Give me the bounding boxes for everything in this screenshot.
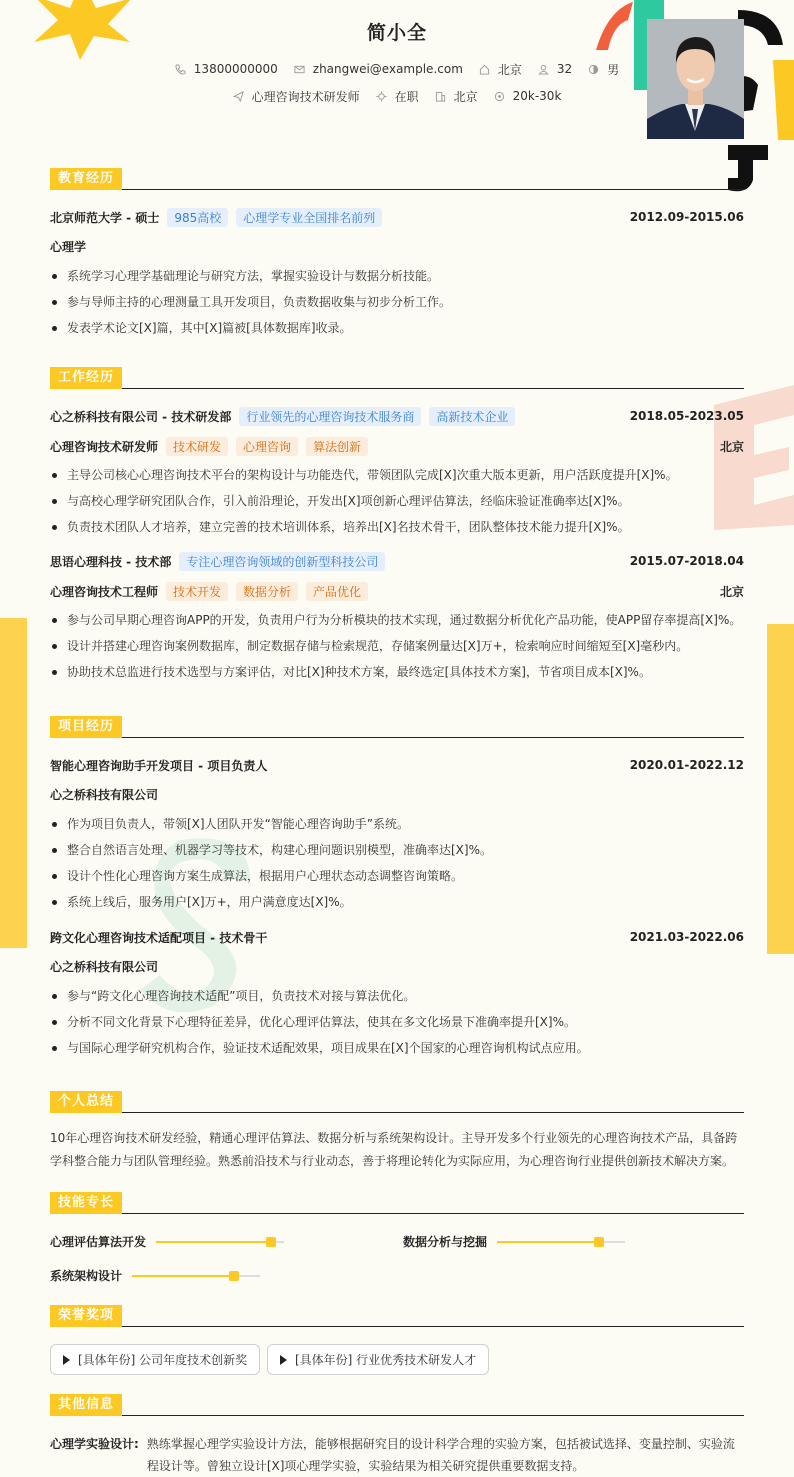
section-title: 教育经历 xyxy=(50,168,122,190)
education-major: 心理学 xyxy=(50,240,87,254)
target-city-item xyxy=(435,88,478,105)
play-triangle-icon xyxy=(63,1355,70,1365)
work-role-row xyxy=(50,581,744,601)
role-tag: 算法创新 xyxy=(306,437,368,456)
project-row xyxy=(50,927,744,947)
education-tag: 985高校 xyxy=(167,208,228,227)
list-item: 协助技术总监进行技术选型与方案评估，对比[X]种技术方案，最终选定[具体技术方案]，节省项目成本[X]%。 xyxy=(50,659,744,685)
list-item: 作为项目负责人，带领[X]人团队开发“智能心理咨询助手”系统。 xyxy=(50,811,744,837)
work-section xyxy=(50,367,744,685)
role-tag: 数据分析 xyxy=(236,582,298,601)
work-bullets xyxy=(50,462,744,540)
skill-item xyxy=(403,1233,625,1250)
list-item: 主导公司核心心理咨询技术平台的架构设计与功能迭代，带领团队完成[X]次重大版本更新，用户活跃度提升[X]%。 xyxy=(50,462,744,488)
company-tag: 行业领先的心理咨询技术服务商 xyxy=(239,407,421,426)
project-org: 心之桥科技有限公司 xyxy=(50,960,159,974)
status-item xyxy=(376,88,419,105)
job-info-row xyxy=(50,87,744,105)
company-tag: 高新技术企业 xyxy=(429,407,515,426)
school-name: 北京师范大学 - 硕士 xyxy=(50,210,160,225)
phone-item xyxy=(175,62,278,76)
role-tag: 产品优化 xyxy=(306,582,368,601)
skill-level-bar xyxy=(497,1241,625,1243)
decor-bar-left xyxy=(0,618,27,948)
work-date: 2015.07-2018.04 xyxy=(629,554,744,568)
salary-item xyxy=(494,89,562,103)
education-header xyxy=(50,168,744,190)
education-tag: 心理学专业全国排名前列 xyxy=(236,208,382,227)
age-text: 32 xyxy=(556,62,573,76)
section-title: 其他信息 xyxy=(50,1394,122,1416)
status-icon xyxy=(376,91,387,102)
education-bullets xyxy=(50,263,744,341)
list-item: 与国际心理学研究机构合作，验证技术适配效果，项目成果在[X]个国家的心理咨询机构试点应用。 xyxy=(50,1035,744,1061)
money-icon xyxy=(494,91,505,102)
contact-info-row xyxy=(50,60,744,78)
project-row xyxy=(50,755,744,775)
other-item xyxy=(50,1433,744,1477)
profile-photo xyxy=(647,19,744,139)
age-item xyxy=(538,62,572,76)
skills-header xyxy=(50,1192,744,1214)
work-city: 北京 xyxy=(719,439,744,454)
work-date: 2018.05-2023.05 xyxy=(629,409,744,423)
project-bullets xyxy=(50,983,744,1061)
project-title: 跨文化心理咨询技术适配项目 - 技术骨干 xyxy=(50,930,268,945)
role-name: 心理咨询技术研发师 xyxy=(50,439,159,454)
send-icon xyxy=(233,91,244,102)
list-item: 设计个性化心理咨询方案生成算法，根据用户心理状态动态调整咨询策略。 xyxy=(50,863,744,889)
list-item: 参与导师主持的心理测量工具开发项目，负责数据收集与初步分析工作。 xyxy=(50,289,744,315)
award-item xyxy=(267,1344,489,1375)
project-bullets xyxy=(50,811,744,915)
project-title: 智能心理咨询助手开发项目 - 项目负责人 xyxy=(50,758,268,773)
status-text: 在职 xyxy=(394,89,419,104)
summary-header xyxy=(50,1091,744,1113)
section-title: 工作经历 xyxy=(50,367,122,389)
list-item: 设计并搭建心理咨询案例数据库，制定数据存储与检索规范，存储案例量达[X]万+，检索响应时间缩短至[X]毫秒内。 xyxy=(50,633,744,659)
mail-icon xyxy=(294,64,305,75)
work-header xyxy=(50,367,744,389)
list-item: 发表学术论文[X]篇，其中[X]篇被[具体数据库]收录。 xyxy=(50,315,744,341)
other-text: 熟练掌握心理学实验设计方法，能够根据研究目的设计科学合理的实验方案，包括被试选择、变量控制、实验流程设计等。曾独立设计[X]项心理学实验，实验结果为相关研究提供重要数据支持。 xyxy=(146,1437,735,1473)
list-item: 系统学习心理学基础理论与研究方法，掌握实验设计与数据分析技能。 xyxy=(50,263,744,289)
job-title-item xyxy=(233,88,360,105)
company-tag: 专注心理咨询领域的创新型科技公司 xyxy=(179,552,385,571)
role-name: 心理咨询技术工程师 xyxy=(50,584,159,599)
gender-icon xyxy=(588,64,599,75)
email-text: zhangwei@example.com xyxy=(312,62,463,76)
skill-name: 数据分析与挖掘 xyxy=(403,1235,488,1249)
candidate-name: 简小全 xyxy=(366,22,427,44)
section-title: 个人总结 xyxy=(50,1091,122,1113)
list-item: 参与公司早期心理咨询APP的开发，负责用户行为分析模块的技术实现，通过数据分析优化产品功能，使APP留存率提高[X]%。 xyxy=(50,607,744,633)
list-item: 参与“跨文化心理咨询技术适配”项目，负责技术对接与算法优化。 xyxy=(50,983,744,1009)
home-icon xyxy=(479,64,490,75)
other-label: 心理学实验设计: xyxy=(50,1437,139,1451)
skill-item xyxy=(50,1233,284,1250)
role-tag: 技术开发 xyxy=(166,582,228,601)
company-name: 心之桥科技有限公司 - 技术研发部 xyxy=(50,409,232,424)
list-item: 整合自然语言处理、机器学习等技术，构建心理问题识别模型，准确率达[X]%。 xyxy=(50,837,744,863)
section-title: 荣誉奖项 xyxy=(50,1305,122,1327)
summary-text: 10年心理咨询技术研发经验，精通心理评估算法、数据分析与系统架构设计。主导开发多个行业领先的心理咨询技术产品，具备跨学科整合能力与团队管理经验。熟悉前沿技术与行业动态，善于将理论转化为实际应用，为心理咨询行业提供创新技术解决方案。 xyxy=(50,1131,738,1168)
work-role-row xyxy=(50,436,744,456)
section-title: 技能专长 xyxy=(50,1192,122,1214)
skill-item xyxy=(50,1267,260,1284)
city-text: 北京 xyxy=(497,62,522,77)
project-org: 心之桥科技有限公司 xyxy=(50,788,159,802)
skill-level-bar xyxy=(156,1241,284,1243)
email-item xyxy=(294,62,463,76)
gender-item xyxy=(588,61,619,78)
work-company-row xyxy=(50,406,744,426)
role-tag: 心理咨询 xyxy=(236,437,298,456)
skill-name: 系统架构设计 xyxy=(50,1269,123,1283)
list-item: 分析不同文化背景下心理特征差异，优化心理评估算法，使其在多文化场景下准确率提升[X]%。 xyxy=(50,1009,744,1035)
awards-section xyxy=(50,1305,744,1377)
summary-section xyxy=(50,1091,744,1173)
phone-text: 13800000000 xyxy=(193,62,278,76)
user-icon xyxy=(538,64,549,75)
building-icon xyxy=(435,91,446,102)
list-item: 系统上线后，服务用户[X]万+，用户满意度达[X]%。 xyxy=(50,889,744,915)
skills-section xyxy=(50,1192,744,1282)
job-title-text: 心理咨询技术研发师 xyxy=(251,89,360,104)
company-name: 思语心理科技 - 技术部 xyxy=(50,554,172,569)
award-text: [具体年份] 行业优秀技术研发人才 xyxy=(295,1353,477,1367)
other-section xyxy=(50,1394,744,1477)
play-triangle-icon xyxy=(280,1355,287,1365)
gender-text: 男 xyxy=(607,62,620,77)
role-tag: 技术研发 xyxy=(166,437,228,456)
decor-bar-right xyxy=(767,624,794,954)
skill-name: 心理评估算法开发 xyxy=(50,1235,147,1249)
project-section xyxy=(50,716,744,1061)
education-section xyxy=(50,168,744,341)
work-company-row xyxy=(50,551,744,571)
target-city-text: 北京 xyxy=(453,89,478,104)
award-item xyxy=(50,1344,260,1375)
city-item xyxy=(479,61,522,78)
project-date: 2020.01-2022.12 xyxy=(629,758,744,772)
project-header xyxy=(50,716,744,738)
project-date: 2021.03-2022.06 xyxy=(629,930,744,944)
awards-header xyxy=(50,1305,744,1327)
award-text: [具体年份] 公司年度技术创新奖 xyxy=(78,1353,248,1367)
section-title: 项目经历 xyxy=(50,716,122,738)
education-row xyxy=(50,207,744,227)
skill-level-bar xyxy=(132,1275,260,1277)
list-item: 负责技术团队人才培养，建立完善的技术培训体系，培养出[X]名技术骨干，团队整体技术能力提升[X]%。 xyxy=(50,514,744,540)
work-city: 北京 xyxy=(719,584,744,599)
list-item: 与高校心理学研究团队合作，引入前沿理论，开发出[X]项创新心理评估算法，经临床验证准确率达[X]%。 xyxy=(50,488,744,514)
education-date: 2012.09-2015.06 xyxy=(629,210,744,224)
salary-text: 20k-30k xyxy=(512,89,562,103)
work-bullets xyxy=(50,607,744,685)
other-header xyxy=(50,1394,744,1416)
phone-icon xyxy=(175,64,186,75)
